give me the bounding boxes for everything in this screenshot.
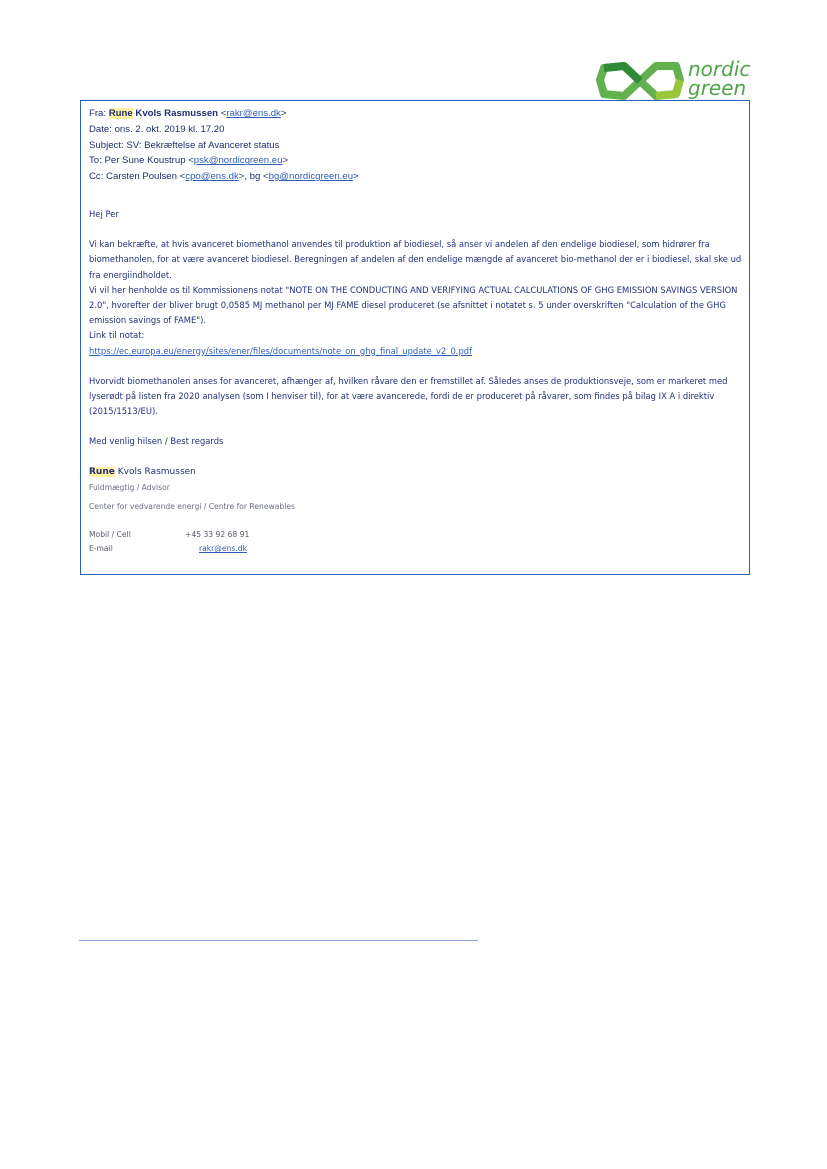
email-body: [89, 207, 744, 556]
closing: Med venlig hilsen / Best regards: [89, 436, 224, 447]
from-last-name: Kvols Rasmussen: [135, 108, 219, 119]
subject-line: Subject: SV: Bekræftelse af Avanceret status: [89, 139, 280, 151]
signature-department: Center for vedvarende energi / Centre for Renewables: [89, 501, 295, 511]
signature-title: Fuldmægtig / Advisor: [89, 482, 170, 492]
to-email-link[interactable]: psk@nordicgreen.eu: [193, 155, 283, 167]
logo-word-nordic: nordic: [688, 57, 751, 81]
note-link[interactable]: https://ec.europa.eu/energy/sites/ener/files/documents/note_on_ghg_final_update_v2_0.pdf: [89, 345, 473, 356]
cc-line: Cc: Carsten Poulsen <cpo@ens.dk>, bg <bg@nordicgreen.eu>: [89, 171, 359, 183]
from-line: Fra: Rune Kvols Rasmussen <rakr@ens.dk>: [89, 108, 287, 119]
email-header: [89, 106, 359, 185]
paragraph-3: Hvorvidt biomethanolen anses for avanceret, afhænger af, hvilken råvare den er fremstillet af. Således anses de produktionsveje, som er markeret med lyserødt på listen fra 2020 analysen (som I henviser til), for at være avancerede, fordi de er produceret på råvarer, som findes på bilag IX A i direktiv (2015/1513/EU).: [89, 375, 728, 417]
email-screenshot: [80, 100, 750, 575]
paragraph-1: Vi kan bekræfte, at hvis avanceret biomethanol anvendes til produktion af biodiesel, så anser vi andelen af den endelige biodiesel, som hidrører fra biomethanolen, for at være avanceret biodiesel. Beregningen af andelen af den endelige mængde af avanceret bio-methanol der er i biodiesel, skal ske ud fra energiindholdet.: [89, 239, 742, 280]
signature-email-link[interactable]: rakr@ens.dk: [199, 543, 247, 553]
cc-email-link-2[interactable]: bg@nordicgreen.eu: [268, 171, 354, 183]
contact-mobile: Mobil / Cell +45 33 92 68 91: [89, 529, 250, 539]
signature-name: Rune Kvols Rasmussen: [89, 466, 196, 477]
logo-word-green: green: [688, 76, 747, 100]
link-label: Link til notat:: [89, 330, 145, 341]
date-line: Date: ons. 2. okt. 2019 kl. 17.20: [89, 123, 225, 135]
from-first-name: Rune: [108, 108, 133, 119]
logo-wordmark: [688, 57, 751, 100]
infinity-logo-icon: [596, 58, 684, 104]
cc-email-link-1[interactable]: cpo@ens.dk: [185, 171, 239, 183]
paragraph-2: Vi vil her henholde os til Kommissionens notat "NOTE ON THE CONDUCTING AND VERIFYING ACTUAL CALCULATIONS OF GHG EMISSION SAVINGS VERSION 2.0", hvorefter der bliver brugt 0,0585 MJ methanol per MJ FAME diesel produceret (se afsnittet i notatet s. 5 under overskriften "Calculation of the GHG emission savings of FAME").: [89, 284, 738, 326]
greeting: Hej Per: [89, 209, 119, 219]
contact-email: E-mail rakr@ens.dk: [89, 543, 247, 553]
footnote-separator: [79, 940, 478, 941]
from-email-link[interactable]: rakr@ens.dk: [226, 108, 281, 119]
to-line: To: Per Sune Koustrup <psk@nordicgreen.eu>: [89, 155, 289, 167]
nordic-green-logo: [596, 58, 766, 104]
